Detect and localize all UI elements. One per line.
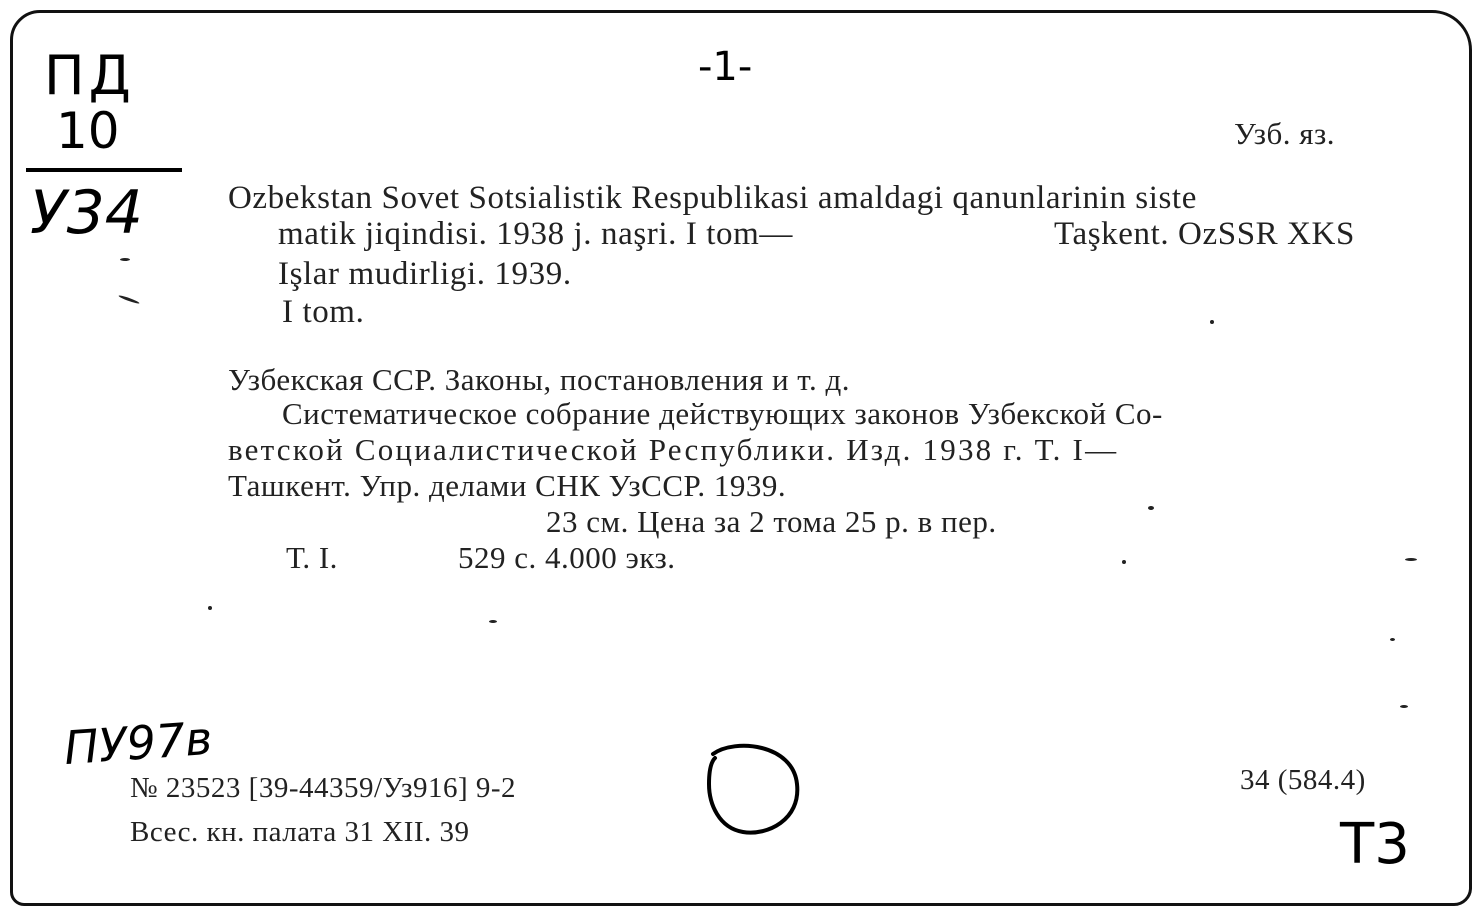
hand-drawn-circle	[695, 740, 805, 840]
speck	[1390, 638, 1395, 641]
handwritten-code: Т3	[1340, 812, 1410, 877]
language-note: Узб. яз.	[1234, 116, 1335, 151]
russian-line-3: Ташкент. Упр. делами СНК УзССР. 1939.	[228, 468, 787, 503]
volume-info: 529 с. 4.000 экз.	[458, 540, 676, 575]
russian-heading: Узбекская ССР. Законы, постановления и т. д.	[228, 362, 851, 397]
uzbek-line-2a: matik jiqindisi. 1938 j. naşri. I tom—	[278, 216, 794, 252]
uzbek-line-2b: Taşkent. OzSSR XKS	[1054, 216, 1355, 252]
speck	[1122, 560, 1126, 564]
call-number-bottom: У34	[30, 178, 143, 248]
speck	[1210, 320, 1214, 324]
handwritten-note: ПУ97в	[62, 710, 214, 776]
uzbek-line-3: Işlar mudirligi. 1939.	[278, 256, 572, 292]
page-marker: -1-	[698, 44, 753, 90]
chamber-line: Всес. кн. палата 31 XII. 39	[130, 816, 470, 848]
speck	[1400, 705, 1408, 708]
record-number: № 23523 [39-44359/Уз916] 9-2	[130, 772, 517, 804]
speck	[1405, 558, 1417, 561]
call-number-mid: 10	[56, 102, 120, 160]
russian-line-4: 23 см. Цена за 2 тома 25 р. в пер.	[546, 504, 997, 539]
call-number-divider	[26, 168, 182, 172]
uzbek-line-4: I tom.	[282, 294, 365, 330]
uzbek-line-1: Ozbekstan Sovet Sotsialistik Respublikasi amaldagi qanunlarinin siste	[228, 180, 1197, 216]
speck	[208, 606, 212, 610]
russian-line-2: ветской Социалистической Республики. Изд. 1938 г. Т. I—	[228, 432, 1119, 467]
russian-line-1: Систематическое собрание действующих законов Узбекской Со-	[282, 396, 1163, 431]
volume-label: Т. I.	[286, 540, 338, 575]
classification: 34 (584.4)	[1240, 764, 1366, 796]
speck	[1148, 506, 1154, 510]
speck	[489, 620, 497, 623]
speck	[120, 258, 130, 261]
call-number-top: ПД	[44, 44, 135, 107]
